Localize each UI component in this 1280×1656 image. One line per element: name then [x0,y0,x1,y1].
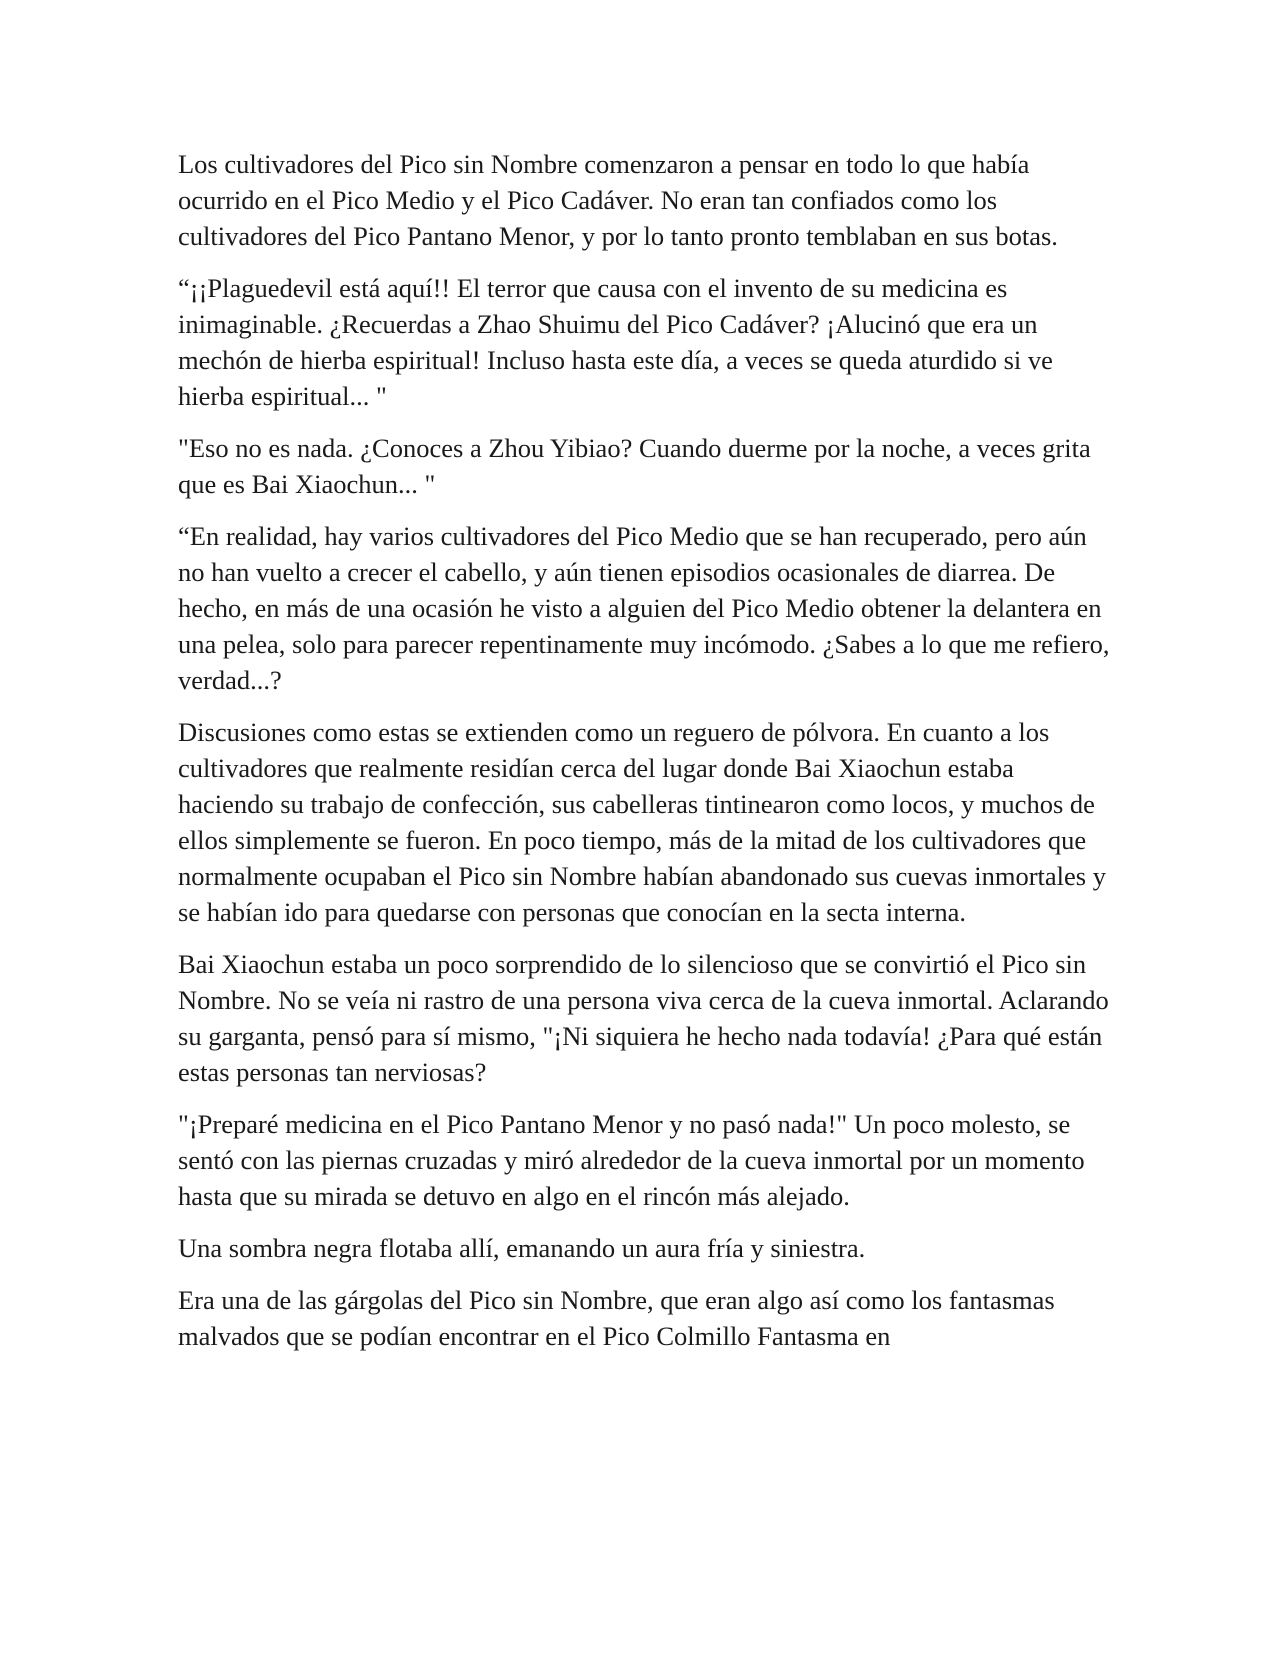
paragraph-7: "¡Preparé medicina en el Pico Pantano Menor y no pasó nada!" Un poco molesto, se sentó con las piernas cruzadas y miró alrededor de la cueva inmortal por un momento hasta que su mirada se detuvo en algo en el rincón más alejado. [178,1109,1085,1211]
paragraph-6: Bai Xiaochun estaba un poco sorprendido de lo silencioso que se convirtió el Pico sin Nombre. No se veía ni rastro de una persona viva cerca de la cueva inmortal. Aclarando su garganta, pensó para sí mismo, "¡Ni siquiera he hecho nada todavía! ¿Para qué están estas personas tan nerviosas? [178,949,1109,1087]
paragraph-5: Discusiones como estas se extienden como un reguero de pólvora. En cuanto a los cultivadores que realmente residían cerca del lugar donde Bai Xiaochun estaba haciendo su trabajo de confección, sus cabelleras tintinearon como locos, y muchos de ellos simplemente se fueron. En poco tiempo, más de la mitad de los cultivadores que normalmente ocupaban el Pico sin Nombre habían abandonado sus cuevas inmortales y se habían ido para quedarse con personas que conocían en la secta interna. [178,717,1106,927]
paragraph-4: “En realidad, hay varios cultivadores del Pico Medio que se han recuperado, pero aún no han vuelto a crecer el cabello, y aún tienen episodios ocasionales de diarrea. De hecho, en más de una ocasión he visto a alguien del Pico Medio obtener la delantera en una pelea, solo para parecer repentinamente muy incómodo. ¿Sabes a lo que me refiero, verdad...? [178,521,1110,695]
paragraph-1: Los cultivadores del Pico sin Nombre comenzaron a pensar en todo lo que había ocurrido en el Pico Medio y el Pico Cadáver. No eran tan confiados como los cultivadores del Pico Pantano Menor, y por lo tanto pronto temblaban en sus botas. [178,149,1058,251]
paragraph-3: "Eso no es nada. ¿Conoces a Zhou Yibiao? Cuando duerme por la noche, a veces grita que es Bai Xiaochun... " [178,433,1091,499]
paragraph-9: Era una de las gárgolas del Pico sin Nombre, que eran algo así como los fantasmas malvados que se podían encontrar en el Pico Colmillo Fantasma en [178,1285,1055,1351]
paragraph-2: “¡¡Plaguedevil está aquí!! El terror que causa con el invento de su medicina es inimaginable. ¿Recuerdas a Zhao Shuimu del Pico Cadáver? ¡Alucinó que era un mechón de hierba espiritual! Incluso hasta este día, a veces se queda aturdido si ve hierba espiritual... " [178,273,1053,411]
paragraph-8: Una sombra negra flotaba allí, emanando un aura fría y siniestra. [178,1233,866,1263]
document-body [178,146,1113,1370]
